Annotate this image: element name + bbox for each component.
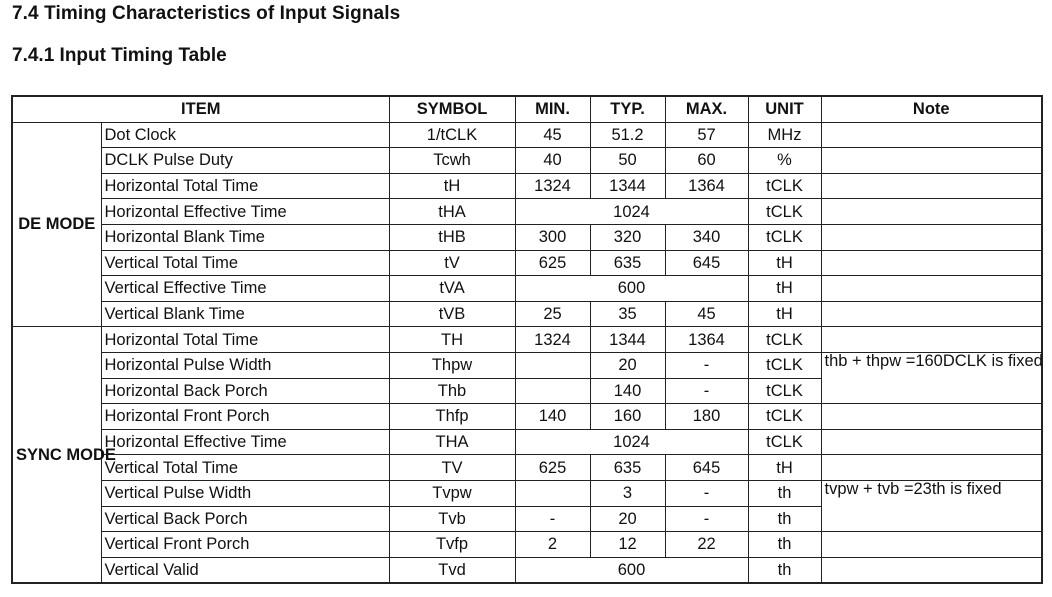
typ-cell: 635 [590,455,665,481]
symbol-cell: 1/tCLK [389,122,515,148]
table-row [12,148,1042,174]
item-cell: Vertical Total Time [101,455,389,481]
max-cell: 22 [665,532,748,558]
table-row [12,173,1042,199]
item-cell: Horizontal Pulse Width [101,352,389,378]
symbol-cell: TV [389,455,515,481]
typ-cell: 320 [590,224,665,250]
symbol-cell: Tvd [389,557,515,583]
max-cell: - [665,480,748,506]
item-cell: Horizontal Effective Time [101,429,389,455]
unit-cell: th [748,557,821,583]
note-cell: thb + thpw =160DCLK is fixed [821,352,1042,403]
table-row [12,327,1042,353]
note-cell [821,250,1042,276]
max-cell: - [665,352,748,378]
note-cell [821,122,1042,148]
min-cell: 300 [515,224,590,250]
typ-cell: 20 [590,506,665,532]
col-header-note: Note [821,96,1042,122]
section-heading: 7.4 Timing Characteristics of Input Signals [12,3,401,24]
table-row [12,404,1042,430]
col-header-unit: UNIT [748,96,821,122]
min-cell: 45 [515,122,590,148]
unit-cell: tCLK [748,199,821,225]
symbol-cell: Thpw [389,352,515,378]
symbol-cell: Tcwh [389,148,515,174]
symbol-cell: tVA [389,276,515,302]
typ-cell: 1344 [590,327,665,353]
col-header-item: ITEM [12,96,389,122]
unit-cell: th [748,480,821,506]
typ-cell: 12 [590,532,665,558]
min-cell: - [515,506,590,532]
merged-value-cell: 600 [515,557,748,583]
col-header-max: MAX. [665,96,748,122]
max-cell: 340 [665,224,748,250]
note-cell [821,173,1042,199]
merged-value-cell: 1024 [515,429,748,455]
note-cell [821,276,1042,302]
symbol-cell: THA [389,429,515,455]
input-timing-table [11,95,1043,584]
symbol-cell: tHB [389,224,515,250]
max-cell: 45 [665,301,748,327]
min-cell: 2 [515,532,590,558]
max-cell: 1364 [665,173,748,199]
table-row [12,122,1042,148]
col-header-min: MIN. [515,96,590,122]
symbol-cell: tH [389,173,515,199]
typ-cell: 635 [590,250,665,276]
item-cell: Dot Clock [101,122,389,148]
table-row [12,352,1042,378]
item-cell: Vertical Back Porch [101,506,389,532]
symbol-cell: Thfp [389,404,515,430]
unit-cell: tCLK [748,378,821,404]
de-mode-label: DE MODE [12,122,101,327]
max-cell: 180 [665,404,748,430]
table-row [12,455,1042,481]
unit-cell: tH [748,276,821,302]
subsection-heading: 7.4.1 Input Timing Table [12,45,227,66]
table-row [12,301,1042,327]
unit-cell: tCLK [748,352,821,378]
note-cell [821,199,1042,225]
sync-mode-label: SYNC MODE [12,327,101,583]
unit-cell: tCLK [748,224,821,250]
typ-cell: 160 [590,404,665,430]
item-cell: Vertical Front Porch [101,532,389,558]
note-cell: tvpw + tvb =23th is fixed [821,480,1042,531]
min-cell: 140 [515,404,590,430]
unit-cell: tCLK [748,429,821,455]
note-cell [821,224,1042,250]
max-cell: 60 [665,148,748,174]
table-row [12,199,1042,225]
item-cell: Vertical Valid [101,557,389,583]
item-cell: Horizontal Total Time [101,173,389,199]
unit-cell: tH [748,455,821,481]
item-cell: Vertical Effective Time [101,276,389,302]
table-row [12,276,1042,302]
unit-cell: th [748,532,821,558]
symbol-cell: Tvb [389,506,515,532]
max-cell: 1364 [665,327,748,353]
typ-cell: 51.2 [590,122,665,148]
item-cell: Horizontal Front Porch [101,404,389,430]
item-cell: Vertical Pulse Width [101,480,389,506]
note-cell [821,455,1042,481]
min-cell: 625 [515,250,590,276]
symbol-cell: Thb [389,378,515,404]
note-cell [821,557,1042,583]
table-row [12,429,1042,455]
item-cell: Horizontal Total Time [101,327,389,353]
note-cell [821,429,1042,455]
table-header-row [12,96,1042,122]
min-cell: 40 [515,148,590,174]
min-cell: 25 [515,301,590,327]
col-header-symbol: SYMBOL [389,96,515,122]
note-cell [821,148,1042,174]
unit-cell: % [748,148,821,174]
min-cell [515,480,590,506]
table-row [12,250,1042,276]
symbol-cell: Tvpw [389,480,515,506]
typ-cell: 20 [590,352,665,378]
merged-value-cell: 600 [515,276,748,302]
item-cell: Vertical Blank Time [101,301,389,327]
item-cell: Horizontal Blank Time [101,224,389,250]
max-cell: 57 [665,122,748,148]
unit-cell: tCLK [748,404,821,430]
typ-cell: 35 [590,301,665,327]
col-header-typ: TYP. [590,96,665,122]
typ-cell: 50 [590,148,665,174]
min-cell: 625 [515,455,590,481]
symbol-cell: Tvfp [389,532,515,558]
max-cell: 645 [665,250,748,276]
max-cell: 645 [665,455,748,481]
min-cell: 1324 [515,327,590,353]
unit-cell: th [748,506,821,532]
symbol-cell: tVB [389,301,515,327]
typ-cell: 140 [590,378,665,404]
note-cell [821,327,1042,353]
item-cell: DCLK Pulse Duty [101,148,389,174]
min-cell: 1324 [515,173,590,199]
unit-cell: MHz [748,122,821,148]
note-cell [821,404,1042,430]
min-cell [515,352,590,378]
max-cell: - [665,506,748,532]
unit-cell: tCLK [748,173,821,199]
note-cell [821,301,1042,327]
table-row [12,224,1042,250]
item-cell: Horizontal Back Porch [101,378,389,404]
unit-cell: tCLK [748,327,821,353]
table-row [12,557,1042,583]
item-cell: Horizontal Effective Time [101,199,389,225]
item-cell: Vertical Total Time [101,250,389,276]
max-cell: - [665,378,748,404]
merged-value-cell: 1024 [515,199,748,225]
typ-cell: 1344 [590,173,665,199]
symbol-cell: TH [389,327,515,353]
table-row [12,532,1042,558]
note-cell [821,532,1042,558]
symbol-cell: tHA [389,199,515,225]
symbol-cell: tV [389,250,515,276]
unit-cell: tH [748,301,821,327]
min-cell [515,378,590,404]
table-row [12,480,1042,506]
typ-cell: 3 [590,480,665,506]
unit-cell: tH [748,250,821,276]
